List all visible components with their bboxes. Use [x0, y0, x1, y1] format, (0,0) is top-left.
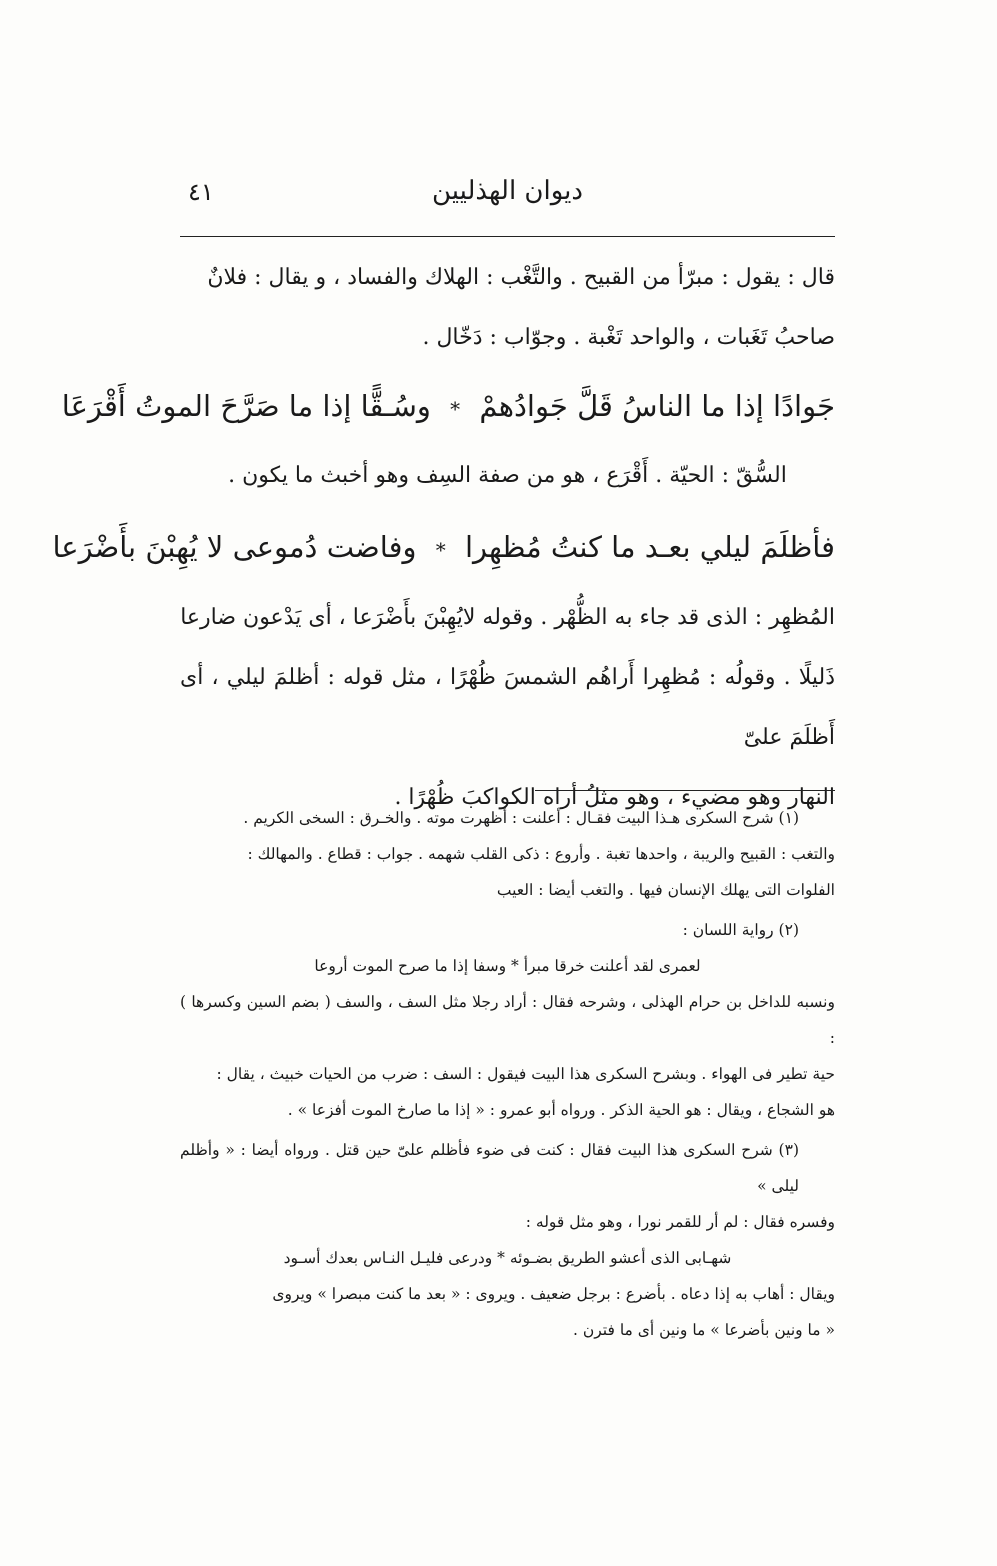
footnote-line: حية تطير فى الهواء . وبشرح السكرى هذا البيت فيقول : السف : ضرب من الحيات خبيث ، يقال :: [216, 1065, 835, 1083]
footnote-line: ونسبه للداخل بن حرام الهذلى ، وشرحه فقال : أراد رجلا مثل السف ، والسف ( بضم السين وكسرها ) :: [180, 993, 835, 1047]
footnote-line: هو الشجاع ، ويقال : هو الحية الذكر . ورواه أبو عمرو : « إذا ما صارخ الموت أفزعا » .: [287, 1101, 835, 1119]
footnote-line: ويقال : أهاب به إذا دعاه . بأضرع : برجل ضعيف . ويروى : « بعد ما كنت مبصرا » ويروى: [272, 1285, 835, 1303]
header-divider: [180, 236, 835, 237]
footnotes: [180, 800, 835, 1348]
footnote-verse: شهـابى الذى أعشو الطريق بضـوئه * ودرعى فليـل النـاس بعدك أسـود: [283, 1249, 732, 1267]
footnote-line: والتغب : القبيح والريبة ، واحدها تغبة . وأروع : ذكى القلب شهمه . جواب : قطاع . والمهالك :: [247, 845, 835, 863]
commentary-line: النهار وهو مضيء ، وهو مثلُ أراه الكواكبَ ظُهْرًا .: [394, 785, 835, 810]
verse-hemistich-first: فأظلَمَ ليلي بعـد ما كنتُ مُظهِرا: [464, 530, 835, 564]
page-header: [180, 170, 835, 220]
footnote-line: (١) شرح السكرى هـذا البيت فقـال : أعلنت : أظهرت موته . والخـرق : السخى الكريم .: [243, 809, 799, 827]
footnote-line: الفلوات التى يهلك الإنسان فيها . والتغب أيضا : العيب: [496, 881, 835, 899]
page-number: ٤١: [188, 178, 214, 206]
verse-hemistich-first: جَوادًا إذا ما الناسُ قَلَّ جَوادُهمْ: [479, 389, 835, 423]
verse-separator: *: [435, 538, 446, 562]
main-text: [52, 248, 835, 828]
footnote-line: (٣) شرح السكرى هذا البيت فقال : كنت فى ضوء فأظلم علىّ حين قتل . ورواه أيضا : « وأظلم ليلى »: [180, 1141, 799, 1195]
footnote-line: (٢) رواية اللسان :: [682, 921, 799, 939]
verse-line: [52, 509, 835, 588]
verse-line: [61, 368, 835, 447]
commentary-line: صاحبُ تَغَبات ، والواحد تَغْبة . وجوّاب : دَخّال .: [422, 325, 835, 350]
commentary-line: ذَليلًا . وقولُه : مُظهِرا أَراهُم الشمسَ ظُهْرًا ، مثل قوله : أظلمَ ليلي ، أى أَظلَمَ علىّ: [180, 665, 835, 750]
footnote-divider: [535, 790, 835, 791]
verse-gloss: السُّقّ : الحيّة . أَقْرَع ، هو من صفة السِف وهو أخبث ما يكون .: [228, 463, 787, 488]
verse-hemistich-second: وسُـقًّا إذا ما صَرَّحَ الموتُ أَقْرَعَا: [61, 389, 431, 423]
running-title: ديوان الهذليين: [431, 176, 583, 206]
commentary-line: المُظهِر : الذى قد جاء به الظُّهْر . وقوله لايُهِبْنَ بأَضْرَعا ، أى يَدْعون ضارعا: [180, 605, 835, 630]
verse-separator: *: [450, 397, 461, 421]
commentary-line: قال : يقول : مبرّأ من القبيح . والتَّغْب : الهلاك والفساد ، و يقال : فلانٌ: [207, 265, 835, 290]
footnote-line: وفسره فقال : لم أر للقمر نورا ، وهو مثل قوله :: [525, 1213, 835, 1231]
footnote-verse: لعمرى لقد أعلنت خرقا مبرأ * وسفا إذا ما صرح الموت أروعا: [314, 957, 701, 975]
footnote-line: « ما ونين بأضرعا » ما ونين أى ما فترن .: [573, 1321, 835, 1339]
verse-hemistich-second: وفاضت دُموعى لا يُهِبْنَ بأَضْرَعا: [52, 530, 417, 564]
